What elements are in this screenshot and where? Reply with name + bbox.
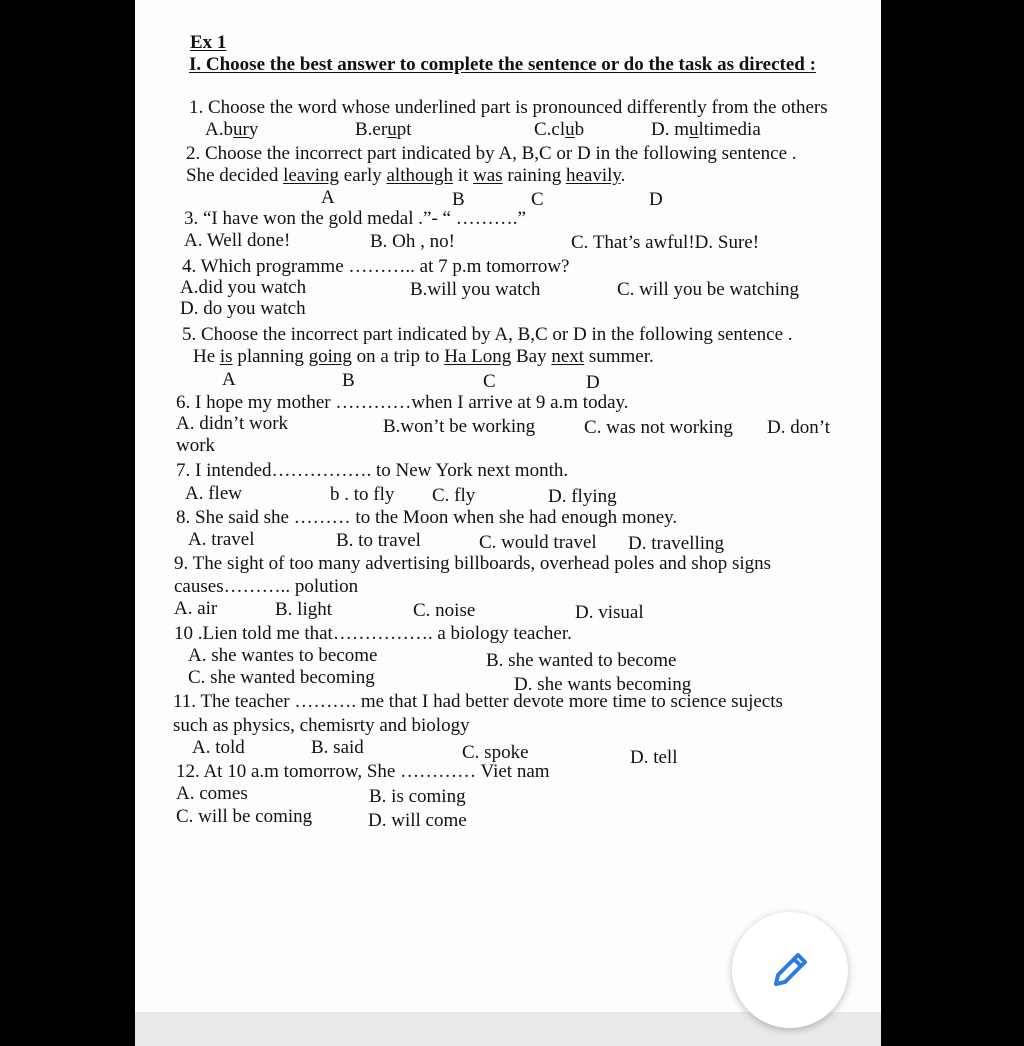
- question-1-stem: 1. Choose the word whose underlined part is pronounced differently from the others: [189, 97, 828, 118]
- q6-option-a: A. didn’t work: [176, 413, 289, 434]
- q11-option-a: A. told: [192, 737, 245, 758]
- question-9-stem: 9. The sight of too many advertising billboards, overhead poles and shop signs: [174, 553, 772, 574]
- question-4-stem: 4. Which programme ……….. at 7 p.m tomorrow?: [182, 256, 570, 277]
- exercise-title: Ex 1: [190, 32, 227, 53]
- q4-option-c: C. will you be watching: [617, 279, 800, 300]
- q12-option-b: B. is coming: [369, 786, 466, 807]
- q10-option-c: C. she wanted becoming: [188, 667, 375, 688]
- q9-option-b: B. light: [275, 599, 333, 620]
- instruction-heading: I. Choose the best answer to complete the sentence or do the task as directed :: [189, 54, 816, 75]
- pencil-icon: [766, 946, 814, 994]
- q8-option-b: B. to travel: [336, 530, 421, 551]
- q8-option-d: D. travelling: [628, 533, 725, 554]
- q10-option-d: D. she wants becoming: [514, 674, 692, 695]
- question-12-stem: 12. At 10 a.m tomorrow, She ………… Viet nam: [176, 761, 550, 782]
- q2-label-d: D: [649, 189, 663, 210]
- q2-label-a: A: [321, 187, 335, 208]
- q7-option-a: A. flew: [185, 483, 242, 504]
- question-11-stem-continued: such as physics, chemisrty and biology: [173, 715, 470, 736]
- question-8-stem: 8. She said she ……… to the Moon when she had enough money.: [176, 507, 678, 528]
- q12-option-a: A. comes: [176, 783, 248, 804]
- q8-option-a: A. travel: [188, 529, 255, 550]
- question-6-stem: 6. I hope my mother …………when I arrive at 9 a.m today.: [176, 392, 629, 413]
- q3-option-cd: C. That’s awful!D. Sure!: [571, 232, 760, 253]
- q12-option-c: C. will be coming: [176, 806, 313, 827]
- q8-option-c: C. would travel: [479, 532, 597, 553]
- q5-label-c: C: [483, 371, 496, 392]
- q4-option-b: B.will you watch: [410, 279, 541, 300]
- q4-option-d: D. do you watch: [180, 298, 306, 319]
- q9-option-d: D. visual: [575, 602, 644, 623]
- q2-label-c: C: [531, 189, 544, 210]
- q6-option-d-continued: work: [176, 435, 216, 456]
- question-7-stem: 7. I intended……………. to New York next month.: [176, 460, 569, 481]
- q4-option-a: A.did you watch: [180, 277, 307, 298]
- question-3-stem: 3. “I have won the gold medal .”- “ ……….”: [184, 208, 526, 229]
- q7-option-d: D. flying: [548, 486, 617, 507]
- q3-option-a: A. Well done!: [184, 230, 291, 251]
- q6-option-d: D. don’t: [767, 417, 830, 438]
- q11-option-c: C. spoke: [462, 742, 529, 763]
- q9-option-c: C. noise: [413, 600, 476, 621]
- q7-option-b: b . to fly: [330, 484, 395, 505]
- q6-option-c: C. was not working: [584, 417, 733, 438]
- q3-option-b: B. Oh , no!: [370, 231, 455, 252]
- q1-option-d: D. multimedia: [651, 119, 761, 140]
- q11-option-d: D. tell: [630, 747, 678, 768]
- question-9-stem-continued: causes……….. polution: [174, 576, 359, 597]
- q7-option-c: C. fly: [432, 485, 476, 506]
- question-2-stem: 2. Choose the incorrect part indicated by A, B,C or D in the following sentence .: [186, 143, 797, 164]
- q9-option-a: A. air: [174, 598, 218, 619]
- q10-option-a: A. she wantes to become: [188, 645, 378, 666]
- q11-option-b: B. said: [311, 737, 364, 758]
- q5-label-a: A: [222, 369, 236, 390]
- question-10-stem: 10 .Lien told me that……………. a biology teacher.: [174, 623, 572, 644]
- question-5-stem: 5. Choose the incorrect part indicated by A, B,C or D in the following sentence .: [182, 324, 793, 345]
- q6-option-b: B.won’t be working: [383, 416, 536, 437]
- q1-option-c: C.club: [534, 119, 585, 140]
- q5-sentence: He is planning going on a trip to Ha Long Bay next summer.: [193, 346, 654, 367]
- q10-option-b: B. she wanted to become: [486, 650, 677, 671]
- q12-option-d: D. will come: [368, 810, 467, 831]
- q2-label-b: B: [452, 189, 465, 210]
- q5-label-d: D: [586, 372, 600, 393]
- question-11-stem: 11. The teacher ………. me that I had better devote more time to science sujects: [173, 691, 783, 712]
- q5-label-b: B: [342, 370, 355, 391]
- q1-option-a: A.bury: [205, 119, 259, 140]
- q1-option-b: B.erupt: [355, 119, 412, 140]
- q2-sentence: She decided leaving early although it was raining heavily.: [186, 165, 626, 186]
- edit-button[interactable]: [732, 912, 848, 1028]
